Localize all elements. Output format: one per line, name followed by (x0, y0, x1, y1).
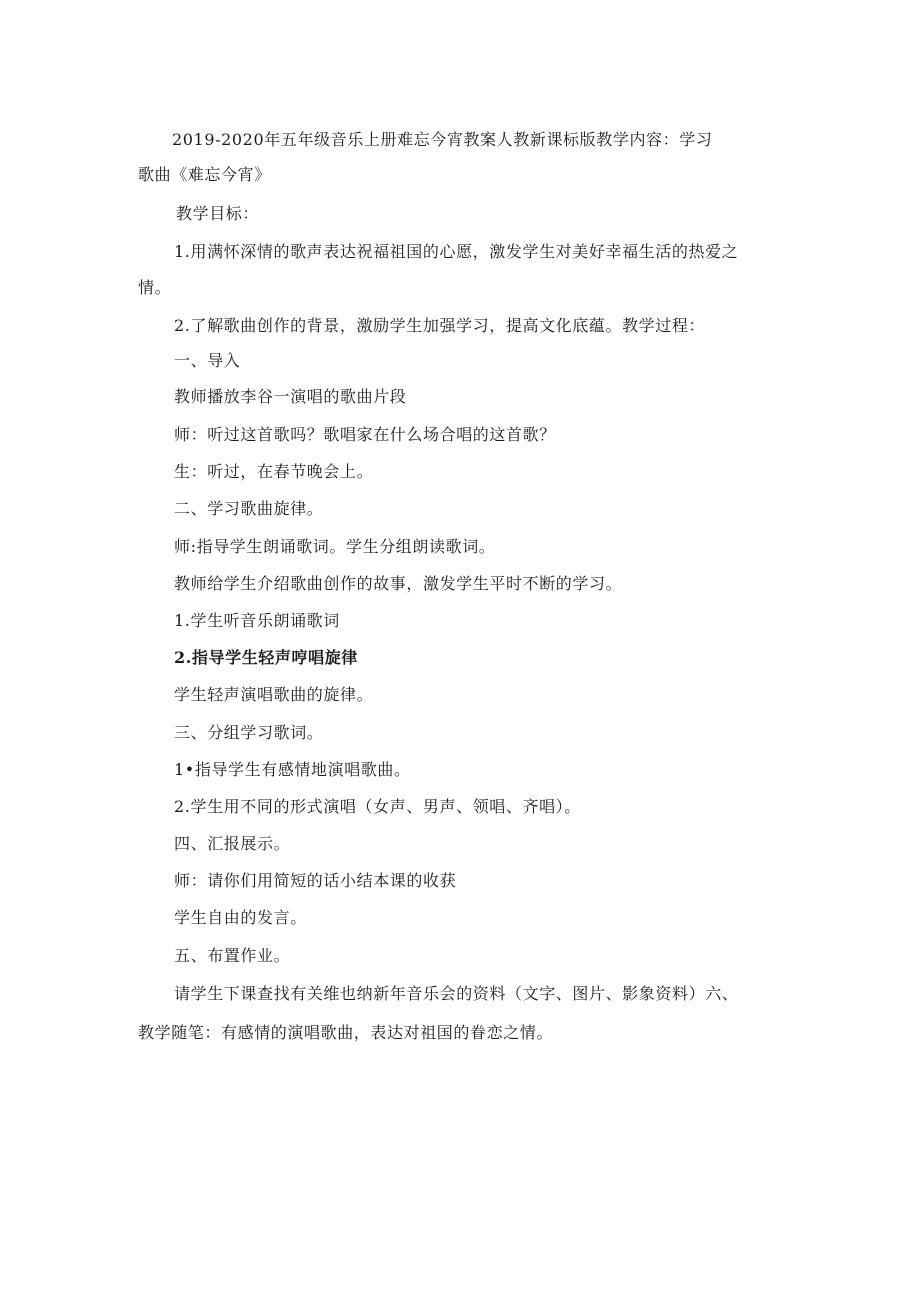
section-2-paragraph-2: 教师给学生介绍歌曲创作的故事，激发学生平时不断的学习。 (174, 574, 623, 593)
section-4-paragraph-2: 学生自由的发言。 (174, 908, 307, 927)
section-1-paragraph-3: 生：听过，在春节晚会上。 (174, 462, 374, 481)
objective-1-line-2: 情。 (138, 278, 172, 297)
section-2-heading: 二、学习歌曲旋律。 (174, 499, 324, 518)
section-2-item-1: 1.学生听音乐朗诵歌词 (174, 611, 340, 630)
section-1-heading: 一、导入 (174, 351, 241, 370)
title-line-2: 歌曲《难忘今宵》 (138, 165, 271, 184)
section-4-heading: 四、汇报展示。 (174, 834, 291, 853)
section-2-item-2: 2.指导学生轻声哼唱旋律 (174, 648, 358, 667)
objectives-heading: 教学目标： (176, 204, 260, 223)
section-5-heading: 五、布置作业。 (174, 946, 291, 965)
section-4-paragraph-1: 师：请你们用简短的话小结本课的收获 (174, 871, 457, 890)
objective-2: 2.了解歌曲创作的背景，激励学生加强学习，提高文化底蕴。教学过程： (174, 316, 706, 335)
section-5-paragraph-line-2: 教学随笔：有感情的演唱歌曲，表达对祖国的眷恋之情。 (138, 1023, 554, 1042)
section-2-paragraph-3: 学生轻声演唱歌曲的旋律。 (174, 685, 374, 704)
section-3-item-1: 1•指导学生有感情地演唱歌曲。 (174, 760, 411, 779)
section-3-heading: 三、分组学习歌词。 (174, 723, 324, 742)
section-2-paragraph-1: 师:指导学生朗诵歌词。学生分组朗读歌词。 (174, 537, 496, 556)
section-1-paragraph-2: 师：听过这首歌吗？歌唱家在什么场合唱的这首歌？ (174, 425, 556, 444)
section-5-paragraph-line-1: 请学生下课查找有关维也纳新年音乐会的资料（文字、图片、影象资料）六、 (174, 984, 739, 1003)
section-3-item-2: 2.学生用不同的形式演唱（女声、男声、领唱、齐唱）。 (174, 797, 581, 816)
title-line-1: 2019-2020年五年级音乐上册难忘今宵教案人教新课标版教学内容：学习 (172, 130, 713, 149)
objective-1-line-1: 1.用满怀深情的歌声表达祝福祖国的心愿，激发学生对美好幸福生活的热爱之 (174, 242, 739, 261)
section-1-paragraph-1: 教师播放李谷一演唱的歌曲片段 (174, 387, 407, 406)
